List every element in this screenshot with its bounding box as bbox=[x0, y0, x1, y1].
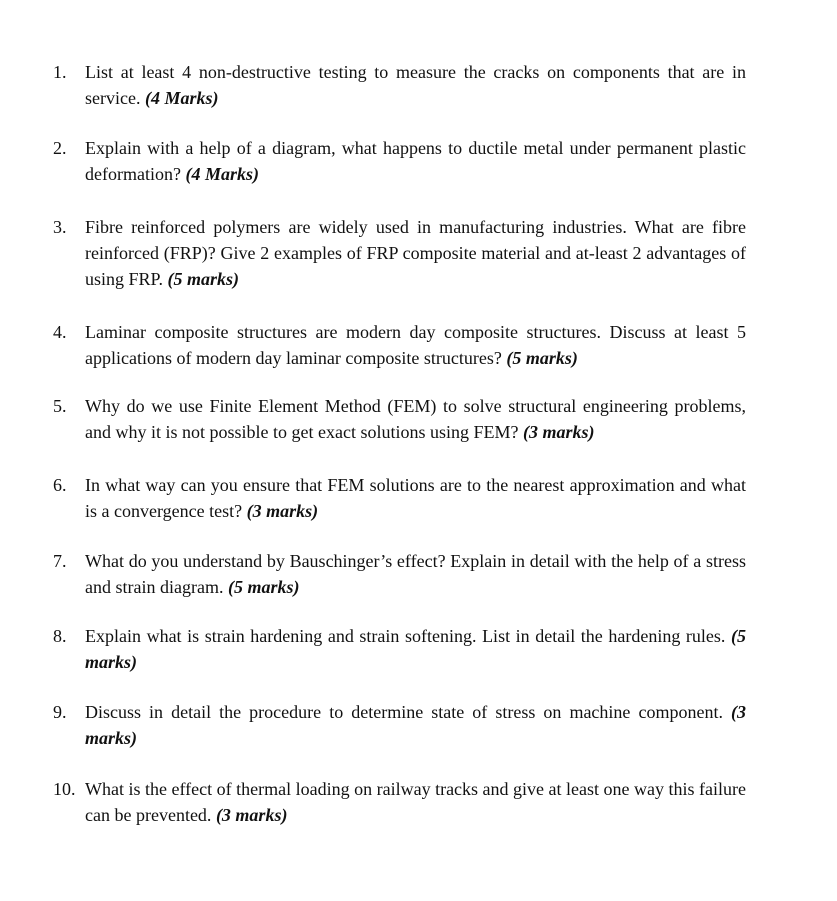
question-text: In what way can you ensure that FEM solutions are to the nearest approximation and what is a convergence test? bbox=[85, 475, 746, 521]
question-body bbox=[85, 319, 746, 371]
question-text: Why do we use Finite Element Method (FEM) to solve structural engineering problems, and why it is not possible to get exact solutions using FEM? bbox=[85, 396, 746, 442]
question-number: 10. bbox=[53, 779, 76, 799]
question-number: 5. bbox=[53, 396, 67, 416]
question-marks: (3 marks) bbox=[246, 501, 319, 521]
question-item bbox=[53, 135, 746, 187]
question-marks: (3 marks) bbox=[522, 422, 595, 442]
question-number: 8. bbox=[53, 626, 67, 646]
question-text: Discuss in detail the procedure to determine state of stress on machine component. bbox=[85, 702, 723, 722]
question-text: What is the effect of thermal loading on railway tracks and give at least one way this failure can be prevented. bbox=[85, 779, 746, 825]
question-marks: (3 marks) bbox=[215, 805, 288, 825]
question-marks: (5 marks) bbox=[85, 626, 747, 672]
question-marks: (3 marks) bbox=[85, 702, 747, 748]
question-body bbox=[85, 776, 746, 828]
question-number: 3. bbox=[53, 217, 67, 237]
question-item bbox=[53, 699, 746, 751]
question-text: What do you understand by Bauschinger’s effect? Explain in detail with the help of a stress and strain diagram. bbox=[85, 551, 746, 597]
question-body bbox=[85, 623, 746, 675]
question-number: 6. bbox=[53, 475, 67, 495]
question-number: 7. bbox=[53, 551, 67, 571]
question-body bbox=[85, 59, 746, 111]
question-item bbox=[53, 214, 746, 292]
question-text: Fibre reinforced polymers are widely used in manufacturing industries. What are fibre reinforced (FRP)? Give 2 examples of FRP composite material and at-least 2 advantages of using FRP. bbox=[85, 217, 746, 289]
question-marks: (4 Marks) bbox=[144, 88, 219, 108]
question-number: 1. bbox=[53, 62, 67, 82]
question-item bbox=[53, 59, 746, 111]
question-body bbox=[85, 472, 746, 524]
question-number: 2. bbox=[53, 138, 67, 158]
question-text: List at least 4 non-destructive testing to measure the cracks on components that are in service. bbox=[85, 62, 746, 108]
question-text: Explain with a help of a diagram, what happens to ductile metal under permanent plastic deformation? bbox=[85, 138, 746, 184]
question-marks: (5 marks) bbox=[506, 348, 578, 368]
question-item bbox=[53, 776, 746, 828]
question-marks: (4 Marks) bbox=[185, 164, 259, 184]
question-number: 4. bbox=[53, 322, 67, 342]
question-item bbox=[53, 548, 746, 600]
question-marks: (5 marks) bbox=[167, 269, 240, 289]
question-body bbox=[85, 393, 746, 445]
question-item bbox=[53, 623, 746, 675]
question-number: 9. bbox=[53, 702, 67, 722]
question-body bbox=[85, 135, 746, 187]
question-body bbox=[85, 699, 746, 751]
question-item bbox=[53, 472, 746, 524]
question-body bbox=[85, 548, 746, 600]
question-marks: (5 marks) bbox=[227, 577, 300, 597]
question-item bbox=[53, 393, 746, 445]
question-item bbox=[53, 319, 746, 371]
question-text: Explain what is strain hardening and strain softening. List in detail the hardening rules. bbox=[85, 626, 726, 646]
question-body bbox=[85, 214, 746, 292]
question-text: Laminar composite structures are modern day composite structures. Discuss at least 5 applications of modern day laminar composite structures? bbox=[85, 322, 746, 368]
